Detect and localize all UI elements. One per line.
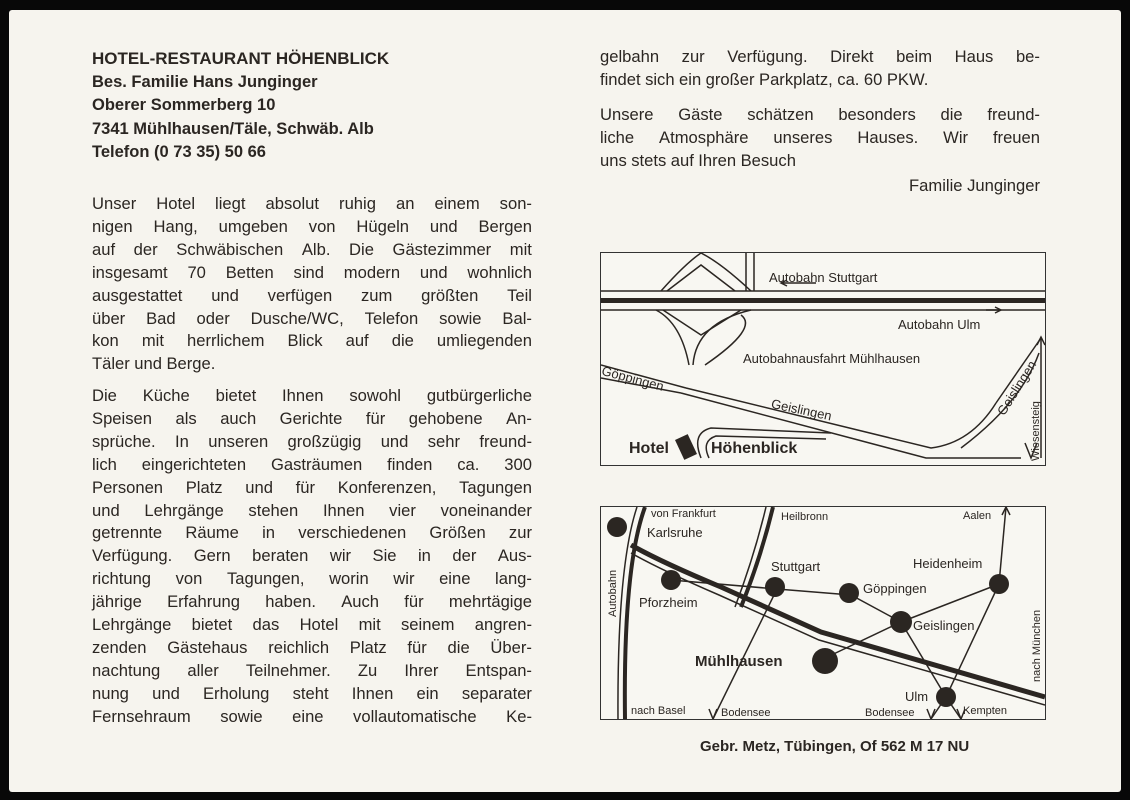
text-line (92, 614, 532, 637)
word: freund- (479, 431, 532, 451)
label-kempten: Kempten (963, 705, 1008, 717)
word: findet (600, 69, 641, 89)
word: jährige (92, 592, 142, 612)
word: auf (345, 331, 369, 351)
word: der (452, 546, 477, 566)
text-line (92, 660, 532, 683)
word: beim (896, 47, 933, 66)
text-line (92, 454, 532, 477)
word: Ihnen (322, 500, 365, 520)
word: in (262, 523, 276, 543)
word: richtung (92, 569, 152, 589)
signature: Familie Junginger (909, 176, 1040, 195)
word: gehobene (408, 408, 483, 428)
word: Ihnen (351, 683, 394, 703)
word: Konferenzen, (337, 477, 437, 497)
word: Dusche/WC, (250, 308, 344, 328)
word: Die (349, 239, 374, 259)
text-line (92, 285, 532, 308)
word: und (211, 285, 239, 305)
publisher-credit: Gebr. Metz, Tübingen, Of 562 M 17 NU (700, 738, 970, 755)
word: und (152, 683, 180, 703)
label-wiesensteig: Wiesensteig (1030, 401, 1042, 461)
word: freund- (987, 105, 1040, 124)
label-heilbronn: Heilbronn (781, 511, 829, 523)
word: stehen (248, 500, 299, 520)
word: gutbürgerliche (426, 386, 532, 405)
hotel-header (92, 47, 389, 165)
word: Zu (357, 660, 378, 680)
word: be- (1015, 47, 1040, 66)
word: für (365, 408, 386, 428)
text-line (92, 193, 532, 216)
word: auch (220, 408, 257, 428)
text-line (92, 568, 532, 591)
word: Personen (92, 477, 164, 497)
label-geislingen: Geislingen (913, 618, 975, 633)
paragraph-parking (600, 46, 1040, 92)
label-hotel-name: Höhenblick (711, 440, 798, 457)
word: von (308, 216, 336, 236)
word: aller (187, 660, 219, 680)
word: herrlichem (186, 331, 265, 351)
text-line (92, 216, 532, 239)
word: Gerichte (279, 408, 343, 428)
word: Gasträumen (270, 454, 363, 474)
word: Verfügung. (727, 47, 808, 66)
word: für (295, 477, 316, 497)
word: bietet (191, 615, 233, 635)
word: Wir (943, 127, 969, 147)
word: lang- (495, 569, 532, 589)
word: verschiedenen (298, 523, 407, 543)
text-line (92, 500, 532, 523)
text-line (92, 262, 532, 285)
text-line (92, 408, 532, 431)
city-dot-goeppingen (839, 583, 859, 603)
word: Ihrer (404, 660, 439, 680)
word: 300 (504, 454, 532, 474)
word: zur (681, 47, 705, 66)
label-ulm: Ulm (905, 689, 929, 704)
text-line (600, 69, 1040, 92)
word: schätzen (747, 105, 814, 124)
word: besonders (838, 105, 916, 124)
word: voneinander (440, 500, 532, 520)
word: nigen (92, 216, 133, 236)
word: sich (645, 69, 675, 89)
text-line (92, 545, 532, 568)
word: Ihren (698, 150, 737, 170)
label-aalen: Aalen (963, 510, 992, 522)
word: oder (196, 308, 230, 328)
word: vollautomatische (353, 706, 477, 726)
text-line (92, 330, 532, 353)
word: ruhig (339, 194, 376, 213)
label-nach-basel: nach Basel (631, 705, 686, 717)
word: Tagungen, (226, 569, 305, 589)
word: eingerichteten (141, 454, 247, 474)
word: Küche (142, 386, 190, 405)
arrow-right (986, 307, 1001, 313)
word: lich (92, 454, 117, 474)
owner-line: Bes. Familie Hans Junginger (92, 72, 318, 91)
word: Lehrgänge (92, 615, 172, 635)
word: ein (416, 683, 439, 703)
word: Aus- (497, 546, 532, 566)
text-line (92, 431, 532, 454)
label-bodensee-right: Bodensee (865, 707, 915, 719)
city-dot-ulm (936, 687, 956, 707)
label-autobahn: Autobahn (607, 569, 619, 617)
word: sprüche. (92, 431, 156, 451)
word: Sie (372, 546, 397, 566)
text-line (600, 104, 1040, 127)
word: Haus (954, 47, 994, 66)
word: mit (509, 239, 532, 259)
hotel-name: HOTEL-RESTAURANT HÖHENBLICK (92, 49, 390, 68)
autobahn-median (601, 298, 1045, 303)
word: unseren (208, 431, 269, 451)
city-dot-muehlhausen (812, 648, 838, 674)
word: Täler (92, 354, 130, 374)
label-autobahn-ulm: Autobahn Ulm (898, 317, 981, 332)
word: Speisen (92, 408, 152, 428)
word: Hauses. (857, 127, 919, 147)
word: Gern (193, 546, 231, 566)
label-von-frankfurt: von Frankfurt (651, 508, 716, 520)
word: gelbahn (600, 47, 660, 66)
word: liegt (215, 194, 246, 213)
text-line (92, 239, 532, 262)
word: und (134, 354, 162, 374)
word: mit (358, 615, 381, 635)
autobahn-stuttgart-muenchen (631, 545, 1045, 697)
hotel-marker-icon (675, 434, 697, 460)
word: größten (421, 285, 479, 305)
word: Tagungen (459, 477, 532, 497)
city-dot-pforzheim (661, 570, 681, 590)
word: Gästehaus (167, 637, 248, 657)
word: 60 (863, 69, 883, 89)
ramp (705, 315, 746, 365)
text-line (92, 308, 532, 331)
word: haben. (265, 592, 316, 612)
word: ausgestattet (92, 285, 183, 305)
word: sowohl (349, 386, 401, 405)
label-muehlhausen: Mühlhausen (695, 653, 783, 670)
word: sowie (220, 706, 263, 726)
label-pforzheim: Pforzheim (639, 595, 698, 610)
label-heidenheim: Heidenheim (913, 556, 983, 571)
word: Atmosphäre (659, 127, 749, 147)
text-line (600, 150, 1040, 173)
city-dot-karlsruhe (607, 517, 627, 537)
word: Platz (185, 477, 223, 497)
word: Betten (225, 262, 274, 282)
word: In (175, 431, 189, 451)
word: seinem (401, 615, 455, 635)
word: mehrtägige (448, 592, 532, 612)
word: Unsere (600, 105, 654, 124)
ramp-triangle (663, 310, 741, 335)
word: unseres (773, 127, 833, 147)
paragraph-hotel-description (92, 193, 532, 376)
word: für (407, 637, 427, 657)
label-geislingen-road: Geislingen (769, 396, 834, 424)
word: Direkt (830, 47, 874, 66)
label-bodensee-left: Bodensee (721, 707, 771, 719)
word: stets (631, 150, 667, 170)
word: Fernsehraum (92, 706, 191, 726)
city-dot-stuttgart (765, 577, 785, 597)
word: beraten (252, 546, 309, 566)
word: die (940, 105, 963, 124)
text-line (92, 522, 532, 545)
word: uns (600, 150, 627, 170)
autobahn-frankfurt-basel (625, 507, 645, 719)
word: Über- (490, 637, 532, 657)
ramp (746, 253, 754, 291)
word: Unser (92, 194, 137, 213)
word: Teilnehmer. (245, 660, 331, 680)
regional-map (600, 506, 1046, 720)
word: Gäste (678, 105, 723, 124)
local-route-map (600, 252, 1046, 466)
word: freuen (992, 127, 1040, 147)
autobahn-heilbronn (735, 507, 766, 607)
word: wohnlich (467, 262, 532, 282)
word: auf (670, 150, 694, 170)
text-line (600, 127, 1040, 150)
word: insgesamt (92, 262, 168, 282)
text-line (92, 353, 532, 376)
label-exit: Autobahnausfahrt Mühlhausen (743, 351, 921, 366)
word: modern (343, 262, 401, 282)
word: kon (92, 331, 119, 351)
word: An- (506, 408, 532, 428)
word: großzügig (287, 431, 362, 451)
ramp (701, 253, 751, 291)
word: Größen (429, 523, 486, 543)
word: Entspan- (465, 660, 532, 680)
ramp (661, 253, 701, 291)
word: die (447, 637, 470, 657)
text-line (92, 477, 532, 500)
text-line (92, 706, 532, 729)
word: großer (705, 69, 755, 89)
text-line (600, 46, 1040, 69)
word: nung (92, 683, 129, 703)
word: worin (329, 569, 369, 589)
word: sowie (439, 308, 482, 328)
word: und (429, 216, 458, 236)
word: zur (508, 523, 532, 543)
word: über (92, 308, 126, 328)
word: eine (439, 569, 471, 589)
word: umgeben (218, 216, 288, 236)
word: Parkplatz, (759, 69, 833, 89)
word: ein (679, 69, 702, 89)
word: Ke- (506, 706, 532, 726)
word: absolut (265, 194, 320, 213)
city-dot-heidenheim (989, 574, 1009, 594)
phone-line: Telefon (0 73 35) 50 66 (92, 143, 266, 161)
label-nach-muenchen: nach München (1031, 609, 1043, 682)
word: Alb. (301, 239, 331, 259)
word: und (92, 500, 120, 520)
word: liche (600, 127, 635, 147)
label-autobahn-stuttgart: Autobahn Stuttgart (769, 270, 878, 285)
word: vier (389, 500, 416, 520)
word: Hügeln (356, 216, 410, 236)
word: Die (92, 386, 117, 405)
word: son- (499, 194, 532, 213)
word: Blick (287, 331, 323, 351)
word: Verfügung. (92, 546, 173, 566)
word: wir (329, 546, 352, 566)
word: ca. (837, 69, 860, 89)
road-geislingen (686, 388, 996, 448)
word: die (391, 331, 414, 351)
word: Hotel (299, 615, 339, 635)
word: Hotel (156, 194, 196, 213)
text-line (92, 637, 532, 660)
city-line: 7341 Mühlhausen/Täle, Schwäb. Alb (92, 119, 374, 138)
word: Auch (341, 592, 380, 612)
word: Erfahrung (167, 592, 240, 612)
word: und (419, 262, 448, 282)
word: Bergen (478, 216, 532, 236)
label-stuttgart: Stuttgart (771, 559, 821, 574)
paragraph-welcome (600, 104, 1040, 173)
word: zenden (92, 637, 147, 657)
arrow-bodensee (709, 709, 717, 719)
word: für (404, 592, 424, 612)
word: 70 (187, 262, 206, 282)
word: Telefon (364, 308, 419, 328)
word: Ihnen (282, 386, 324, 405)
word: PKW. (886, 69, 929, 89)
word: sind (293, 262, 324, 282)
word: nachtung (92, 660, 161, 680)
word: und (245, 477, 273, 497)
word: Räume (185, 523, 239, 543)
word: an (395, 194, 415, 213)
word: reichlich (268, 637, 330, 657)
word: steht (292, 683, 329, 703)
word: und (380, 431, 409, 451)
word: der (133, 239, 158, 259)
word: zum (360, 285, 393, 305)
word: bietet (215, 386, 257, 405)
word: getrennte (92, 523, 163, 543)
word: Hang, (153, 216, 198, 236)
word: mit (141, 331, 164, 351)
text-line (92, 591, 532, 614)
street-line: Oberer Sommerberg 10 (92, 96, 276, 114)
word: angren- (474, 615, 532, 635)
word: verfügen (267, 285, 333, 305)
word: Besuch (740, 150, 796, 170)
word: ca. (457, 454, 480, 474)
word: das (252, 615, 280, 635)
word: Platz (349, 637, 387, 657)
label-karlsruhe: Karlsruhe (647, 525, 703, 540)
word: auf (92, 239, 116, 259)
word: Schwäbischen (176, 239, 284, 259)
word: eine (292, 706, 324, 726)
word: separater (461, 683, 532, 703)
text-line (92, 385, 532, 408)
word: von (175, 569, 203, 589)
word: Lehrgänge (144, 500, 224, 520)
word: finden (387, 454, 433, 474)
word: Gästezimmer (392, 239, 492, 259)
label-hotel-word: Hotel (629, 440, 669, 457)
word: Berge. (166, 354, 216, 374)
word: Teil (507, 285, 532, 305)
arrow-bodensee (927, 709, 935, 719)
word: sehr (427, 431, 461, 451)
word: Erholung (202, 683, 270, 703)
word: als (175, 408, 197, 428)
road-aalen (999, 507, 1006, 584)
word: Bad (146, 308, 176, 328)
label-goeppingen: Göppingen (863, 581, 927, 596)
ramp (656, 310, 689, 365)
word: umliegenden (436, 331, 532, 351)
word: wir (393, 569, 415, 589)
paragraph-kitchen (92, 385, 532, 729)
word: in (417, 546, 431, 566)
word: einem (434, 194, 480, 213)
label-geislingen-vertical: Geislingen (994, 357, 1040, 418)
text-line (92, 683, 532, 706)
word: Bal- (502, 308, 532, 328)
city-dot-geislingen (890, 611, 912, 633)
label-goeppingen: Göppingen (600, 363, 666, 394)
